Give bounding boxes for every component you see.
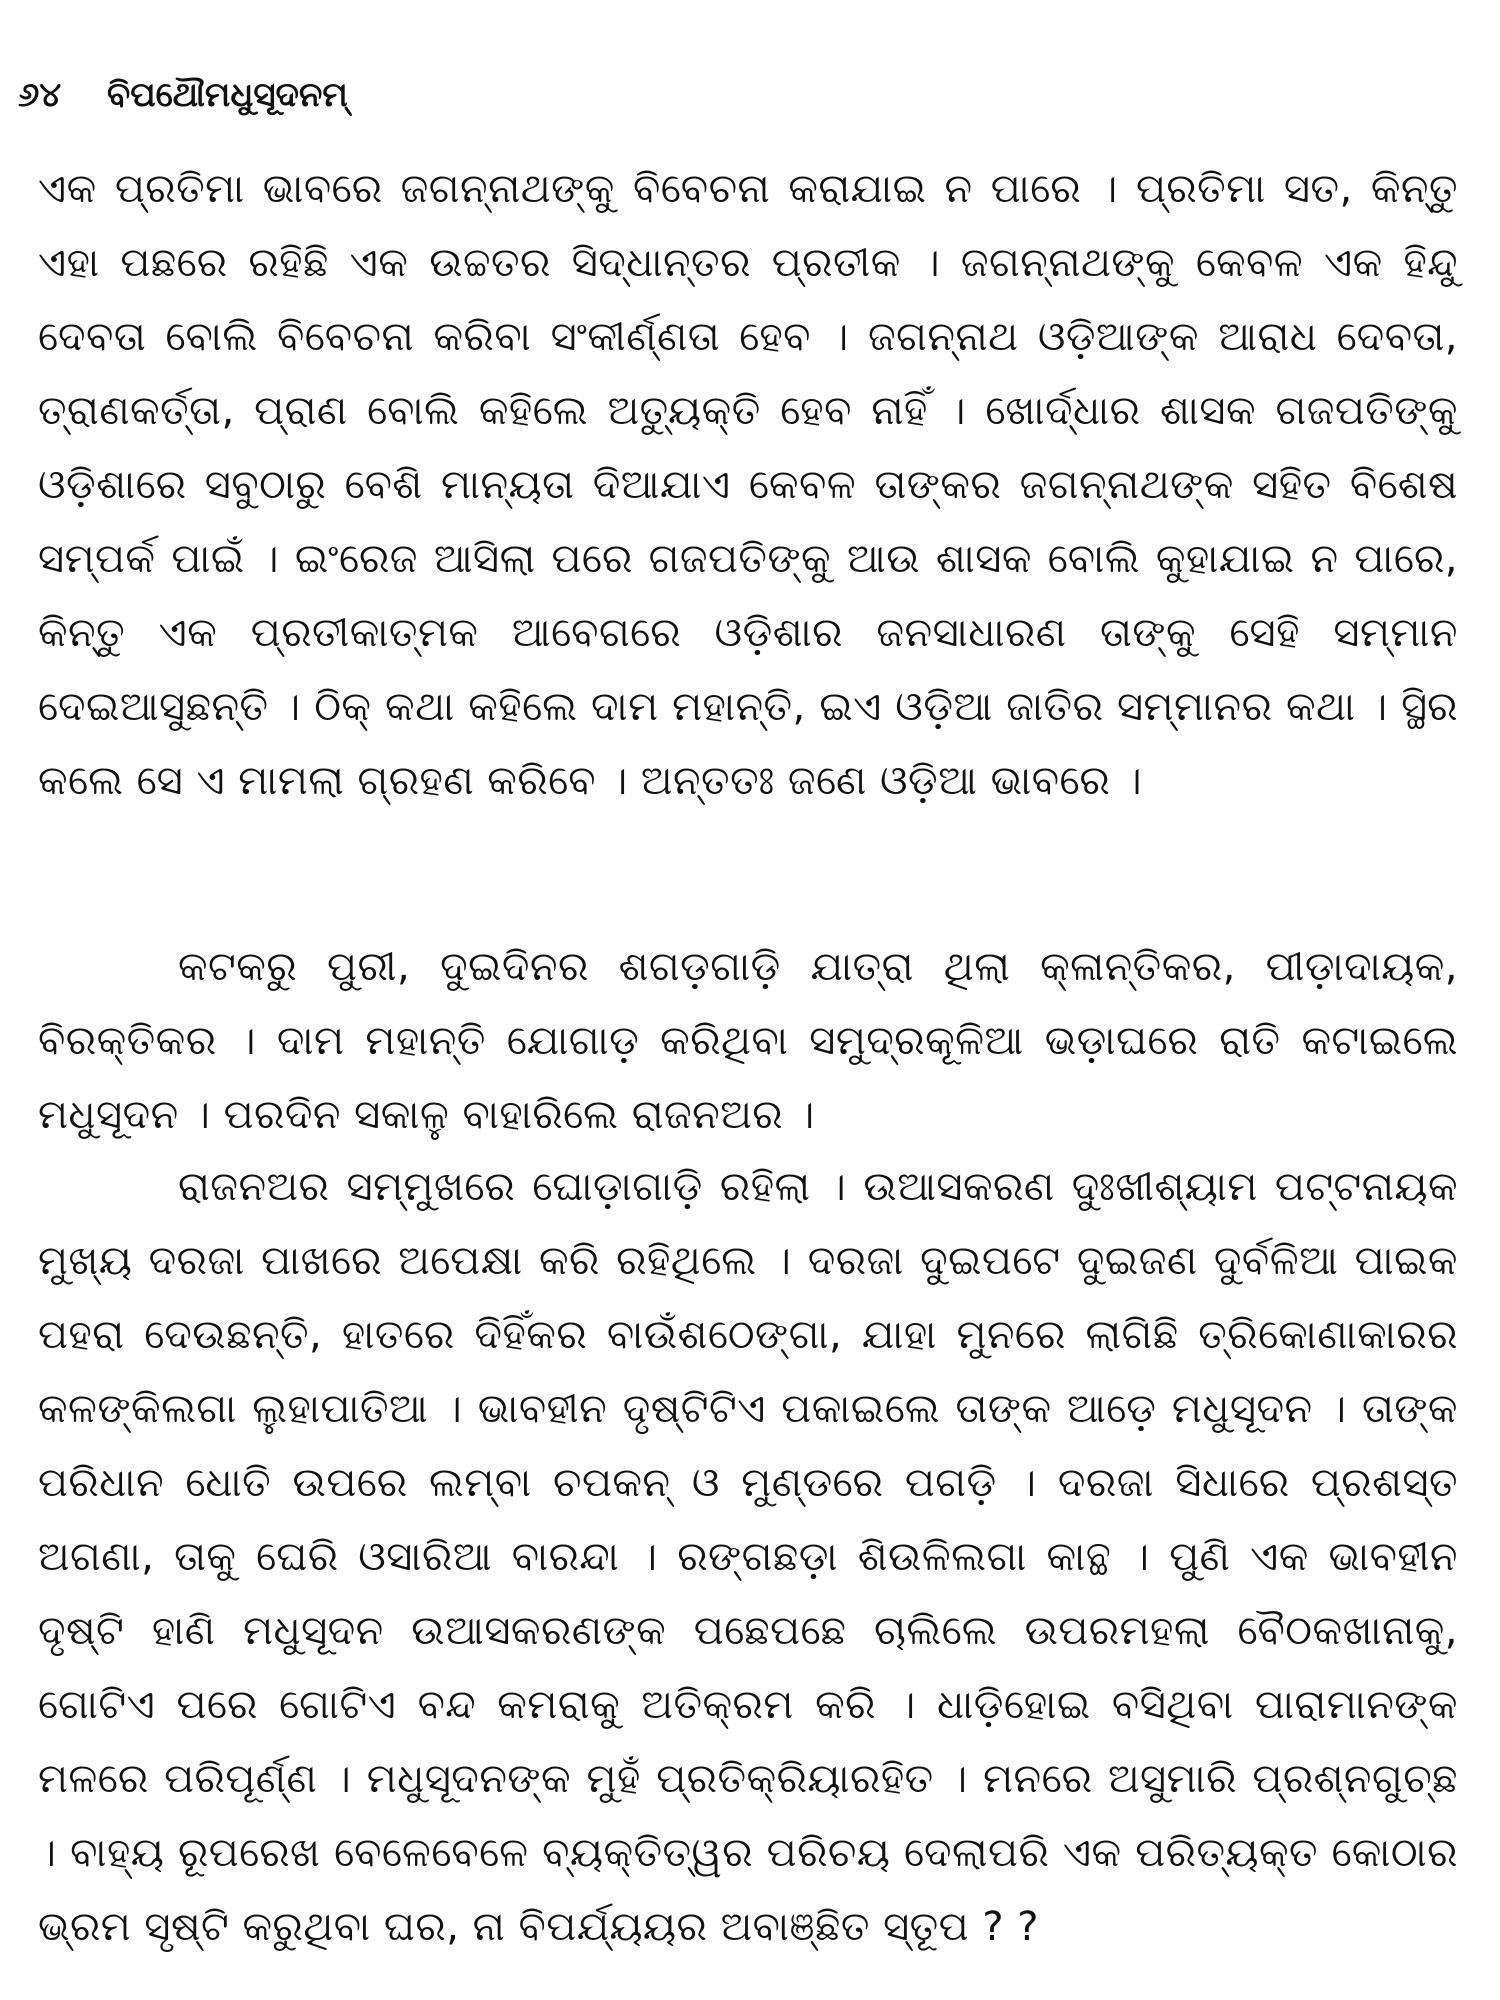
page-number: ୬୪ xyxy=(18,75,62,115)
paragraph-continuation: ଏକ ପ୍ରତିମା ଭାବରେ ଜଗନ୍ନାଥଙ୍କୁ ବିବେଚନା କରାଯାଇ ନ ପାରେ । ପ୍ରତିମା ସତ, କିନ୍ତୁ ଏହା ପଛରେ ରହିଛି ଏକ ଉଚ୍ଚତର ସିଦ୍ଧାନ୍ତର ପ୍ରତୀକ । ଜଗନ୍ନାଥଙ୍କୁ କେବଳ ଏକ ହିନ୍ଦୁ ଦେବତା ବୋଲି ବିବେଚନା କରିବା ସଂକୀର୍ଣ୍ଣତା ହେବ । ଜଗନ୍ନାଥ ଓଡ଼ିଆଙ୍କ ଆରାଧ ଦେବତା, ତ୍ରାଣକର୍ତ୍ତା, ପ୍ରାଣ ବୋଲି କହିଲେ ଅତ୍ୟୁକ୍ତି ହେବ ନାହିଁ । ଖୋର୍ଦ୍ଧାର ଶାସକ ଗଜପତିଙ୍କୁ ଓଡ଼ିଶାରେ ସବୁଠାରୁ ବେଶି ମାନ୍ୟତା ଦିଆଯାଏ କେବଳ ତାଙ୍କର ଜଗନ୍ନାଥଙ୍କ ସହିତ ବିଶେଷ ସମ୍ପର୍କ ପାଇଁ । ଇଂରେଜ ଆସିଲା ପରେ ଗଜପତିଙ୍କୁ ଆଉ ଶାସକ ବୋଲି କୁହାଯାଇ ନ ପାରେ, କିନ୍ତୁ ଏକ ପ୍ରତୀକାତ୍ମକ ଆବେଗରେ ଓଡ଼ିଶାର ଜନସାଧାରଣ ତାଙ୍କୁ ସେହି ସମ୍ମାନ ଦେଇଆସୁଛନ୍ତି । ଠିକ୍ କଥା କହିଲେ ଦାମ ମହାନ୍ତି, ଇଏ ଓଡ଼ିଆ ଜାତିର ସମ୍ମାନର କଥା । ସ୍ଥିର କଲେ ସେ ଏ ମାମଲା ଗ୍ରହଣ କରିବେ । ଅନ୍ତତଃ ଜଣେ ଓଡ଼ିଆ ଭାବରେ । xyxy=(38,166,1458,804)
running-title: ବିପଥୌମଧୁସୂଦନମ୍ xyxy=(107,75,348,115)
paragraph-journey: କଟକରୁ ପୁରୀ, ଦୁଇଦିନର ଶଗଡ଼ଗାଡ଼ି ଯାତ୍ରା ଥିଲା କ୍ଳାନ୍ତିକର, ପୀଡ଼ାଦାୟକ, ବିରକ୍ତିକର । ଦାମ ମହାନ୍ତି ଯୋଗାଡ଼ କରିଥିବା ସମୁଦ୍ରକୂଳିଆ ଭଡ଼ାଘରେ ରାତି କଟାଇଲେ ମଧୁସୂଦନ । ପରଦିନ ସକାଳୁ ବାହାରିଲେ ରାଜନଅର । xyxy=(38,944,1458,1138)
paragraph-palace: ରାଜନଅର ସମ୍ମୁଖରେ ଘୋଡ଼ାଗାଡ଼ି ରହିଲା । ଉଆସକରଣ ଦୁଃଖୀଶ୍ୟାମ ପଟ୍ଟନାୟକ ମୁଖ୍ୟ ଦରଜା ପାଖରେ ଅପେକ୍ଷା କରି ରହିଥିଲେ । ଦରଜା ଦୁଇପଟେ ଦୁଇଜଣ ଦୁର୍ବଳିଆ ପାଇକ ପହରା ଦେଉଛନ୍ତି, ହାତରେ ଦିହିଁକର ବାଉଁଶଠେଙ୍ଗା, ଯାହା ମୁନରେ ଲାଗିଛି ତ୍ରିକୋଣାକାରର କଳଙ୍କିଲଗା ଲୁହାପାତିଆ । ଭାବହୀନ ଦୃଷ୍ଟିଟିଏ ପକାଇଲେ ତାଙ୍କ ଆଡ଼େ ମଧୁସୂଦନ । ତାଙ୍କ ପରିଧାନ ଧୋତି ଉପରେ ଲମ୍ବା ଚପକନ୍ ଓ ମୁଣ୍ଡରେ ପଗଡ଼ି । ଦରଜା ସିଧାରେ ପ୍ରଶସ୍ତ ଅଗଣା, ତାକୁ ଘେରି ଓସାରିଆ ବାରନ୍ଦା । ରଙ୍ଗଛଡ଼ା ଶିଉଳିଲଗା କାନ୍ଥ । ପୁଣି ଏକ ଭାବହୀନ ଦୃଷ୍ଟି ହାଣି ମଧୁସୂଦନ ଉଆସକରଣଙ୍କ ପଛେପଛେ ଚାଲିଲେ ଉପରମହଲା ବୈଠକଖାନାକୁ, ଗୋଟିଏ ପରେ ଗୋଟିଏ ବନ୍ଦ କମରାକୁ ଅତିକ୍ରମ କରି । ଧାଡ଼ିହୋଇ ବସିଥିବା ପାରାମାନଙ୍କ ମଳରେ ପରିପୂର୍ଣ୍ଣ । ମଧୁସୂଦନଙ୍କ ମୁହଁ ପ୍ରତିକ୍ରିୟାରହିତ । ମନରେ ଅସୁମାରି ପ୍ରଶ୍ନଗୁଚ୍ଛ । ବାହ୍ୟ ରୂପରେଖ ବେଳେବେଳେ ବ୍ୟକ୍ତିତ୍ୱର ପରିଚୟ ଦେଲାପରି ଏକ ପରିତ୍ୟକ୍ତ କୋଠାର ଭ୍ରମ ସୃଷ୍ଟି କରୁଥିବା ଘର, ନା ବିପର୍ଯ୍ୟୟର ଅବାଞ୍ଛିତ ସ୍ତୂପ ? ? xyxy=(38,1164,1458,1950)
running-head xyxy=(18,70,348,120)
